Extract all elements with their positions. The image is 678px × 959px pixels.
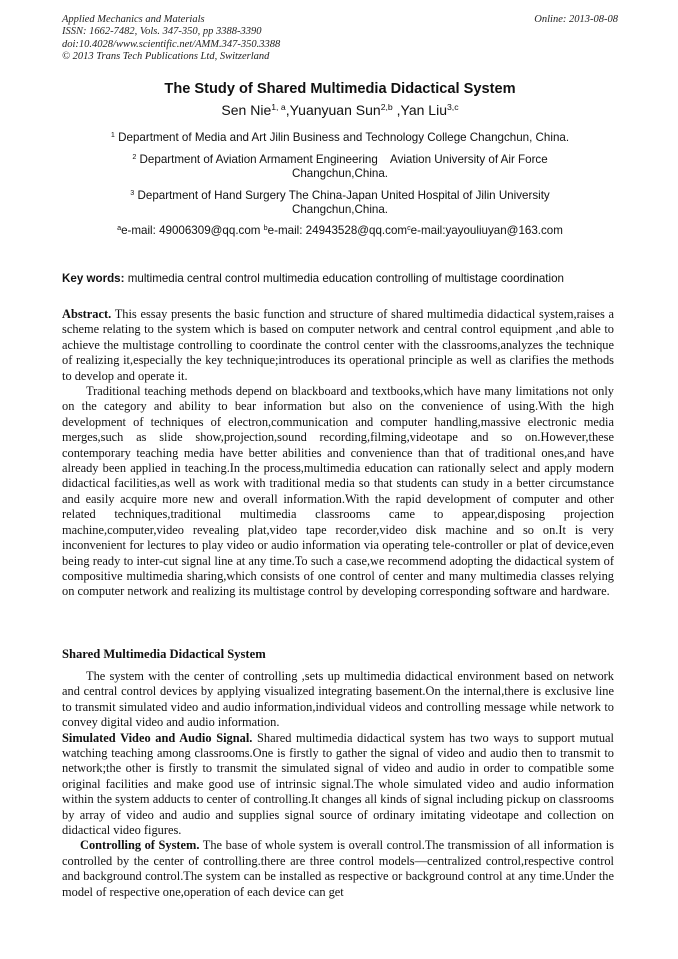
email-list: $^a$e-mail: 49006309@qq.com $^b$e-mail: 24943528@qq.com$^c$e-mail:yayouliuyan@163.com	[117, 223, 563, 237]
section-body	[62, 669, 614, 900]
author-list: Sen Nie$^{1, a}$,Yuanyuan Sun$^{2,b}$ ,Yan Liu$^{3,c}$	[221, 102, 459, 118]
author-name: Yuanyuan Sun	[289, 102, 381, 118]
section-paragraph: The system with the center of controlling ,sets up multimedia didactical environment based on network and central control devices by applying visualized integrating basement.On the internal,there is exclusive line to transmit simulated video and audio information,individual videos and controlling message while network to convey digital video and audio information.	[62, 669, 614, 730]
copyright-line: © 2013 Trans Tech Publications Ltd, Switzerland	[62, 50, 270, 62]
journal-header	[62, 14, 618, 63]
affiliation-2: $^2$ Department of Aviation Armament Engineering Aviation University of Air Force Changchun,China.	[132, 152, 548, 180]
intro-paragraph: Traditional teaching methods depend on blackboard and textbooks,which have many limitations not only on the category and ability to bear information but also on the convenience of using.With the high development of techniques of electron,communication and computer handling,massive electronic media merges,such as slide show,projection,sound recording,filming,videotape and so on.However,these contemporary teaching media have better abilities and convenience than that of traditional ones,and have already been applied in teaching.In the process,multimedia education can rationally select and apply modern didactical facilities,as well as work with traditional media so that students can study in a better circumstance and easily acquire more new and overall information.With the rapid development of computer and other related techniques,traditional multimedia classrooms came to appear,disposing projection machine,computer,video revealing plat,video tape recorder,video disk machine and so on.It is very inconvenient for lectures to play video or audio information via operating tele-controller or plat of device,even being ready to inter-cut signal line at any time.To such a case,we recommend adopting the didactical system of compositive multimedia sharing,which consists of one control of center and many multimedia classes relying on computer network and realizing its multistage control by developing corresponding software and hardware.	[62, 384, 614, 599]
affiliation-1: $^1$ Department of Media and Art Jilin Business and Technology College Changchun, China.	[110, 130, 570, 144]
email-c: e-mail:yayouliuyan@163.com	[410, 224, 563, 237]
journal-name: Applied Mechanics and Materials	[62, 14, 205, 25]
paper-title: The Study of Shared Multimedia Didactical System	[164, 81, 516, 97]
issn-line: ISSN: 1662-7482, Vols. 347-350, pp 3388-3390	[62, 26, 262, 38]
author-sup: 3,c	[446, 102, 459, 113]
author-name: Yan Liu	[400, 102, 447, 118]
abstract-label: Abstract.	[62, 307, 112, 321]
author-sup: 1, a	[271, 102, 286, 113]
email-b: e-mail: 24943528@qq.com	[267, 224, 408, 237]
author-name: Sen Nie	[221, 102, 272, 118]
keywords	[62, 272, 618, 285]
email-a: e-mail: 49006309@qq.com	[121, 224, 264, 237]
affiliation-3: $^3$ Department of Hand Surgery The China-Japan United Hospital of Jilin University Changchun,China.	[130, 188, 550, 216]
section-heading: Shared Multimedia Didactical System	[62, 647, 266, 661]
keywords-text: multimedia central control multimedia education controlling of multistage coordination	[124, 272, 564, 285]
abstract-paragraph: Abstract. This essay presents the basic function and structure of shared multimedia didactical system,raises a scheme relating to the system which is based on computer network and central control equipment ,and able to achieve the multistage controlling to coordinate the control center with the classrooms,analyzes the technique of realizing it,especially the key technique;introduces its operational principle as well as clarifies the methods to develop and operate it.	[62, 307, 614, 383]
abstract-block	[62, 307, 614, 600]
doi-line: doi:10.4028/www.scientific.net/AMM.347-350.3388	[62, 38, 281, 50]
author-sup: 2,b	[380, 102, 393, 113]
keywords-label: Key words:	[62, 272, 125, 285]
subsection-controlling: Controlling of System. The base of whole system is overall control.The transmission of all information is controlled by the center of controlling.there are three control models—centralized control,respective control and background control.The system can be installed as respective or background control at any time.Under the model of respective one,operation of each device can get	[62, 838, 614, 899]
online-date: Online: 2013-08-08	[534, 14, 618, 25]
subsection-simulated-video: Simulated Video and Audio Signal. Shared multimedia didactical system has two ways to support mutual watching teaching among classrooms.One is firstly to gather the signal of video and audio then to transmit to network;the other is firstly to transmit the simulated signal of video and audio in order to compatible some original facilities and make good use of intrinsic signal.The whole simulated video and audio information within the system adducts to center of controlling.It changes all kinds of signal including pickup on classrooms by array of video and audio and supplies signal source of ordinary imitating videotape and collection on didactical video figures.	[62, 730, 614, 838]
